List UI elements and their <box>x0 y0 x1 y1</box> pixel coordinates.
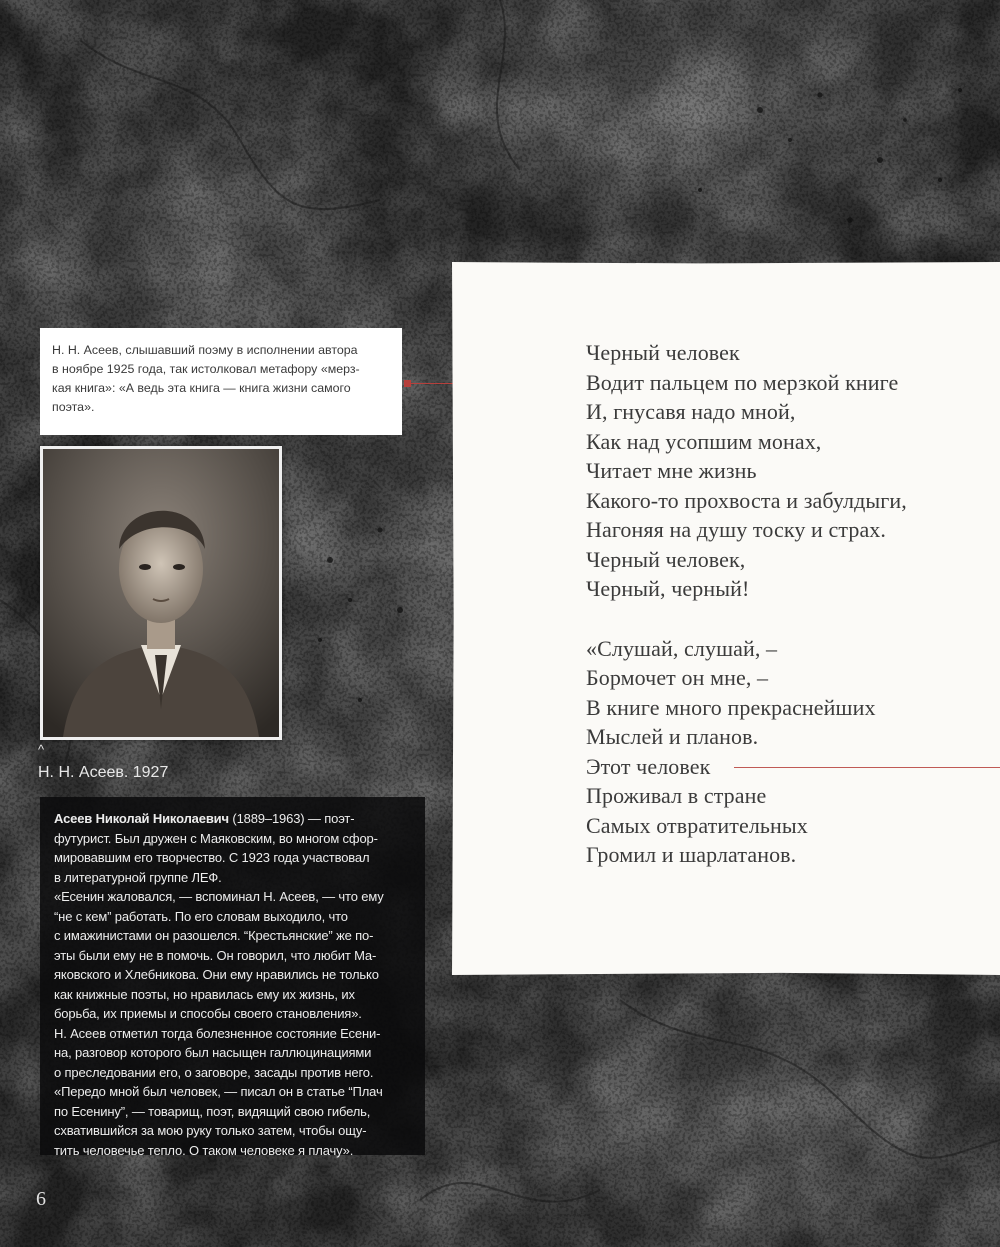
poem-line: Как над усопшим монах, <box>586 428 822 454</box>
bio-text-line: в литературной группе ЛЕФ. <box>54 869 222 885</box>
bio-text-line: схватившийся за мою руку только затем, чтобы ощу- <box>54 1123 367 1138</box>
poem-line: И, гнусавя надо мной, <box>586 399 796 424</box>
poem-line: Самых отвратительных <box>586 812 808 838</box>
asseev-quote-caption <box>40 328 402 435</box>
bio-text-line: «Передо мной был человек, — писал он в статье “Плач <box>54 1084 383 1099</box>
bio-text-line: на, разговор которого был насыщен галлюцинациями <box>54 1045 372 1060</box>
poem-line: Этот человек <box>586 753 711 779</box>
poem-line: Черный человек <box>586 340 740 365</box>
bio-text-line: Н. Асеев отметил тогда болезненное состояние Есени- <box>54 1025 381 1041</box>
bio-text-line: по Есенину”, — товарищ, поэт, видящий свою гибель, <box>54 1103 371 1119</box>
bio-text-line: как книжные поэты, но нравилась ему их жизнь, их <box>54 986 355 1002</box>
bio-text-line: борьба, их приемы и способы своего становления». <box>54 1006 362 1021</box>
asseev-portrait-photo <box>40 446 282 740</box>
poem-line: Громил и шарлатанов. <box>586 842 797 867</box>
poem-line: Проживал в стране <box>586 783 767 808</box>
bio-text-line: футурист. Был дружен с Маяковским, во многом сфор- <box>54 830 378 846</box>
caption-connector-dot <box>404 380 411 387</box>
portrait-caption: Н. Н. Асеев. 1927 <box>38 764 169 781</box>
bio-first-line <box>54 809 412 829</box>
poem-line: Бормочет он мне, – <box>586 665 769 690</box>
bio-text-line: с имажинистами он разошелся. “Крестьянские” же по- <box>54 928 374 943</box>
poem-line: Какого-то прохвоста и забулдыги, <box>586 487 907 513</box>
bio-text-line: тить человечье тепло. О таком человеке я плачу». <box>54 1142 354 1158</box>
poem-line: В книге много прекраснейших <box>586 694 876 720</box>
poem-line: Водит пальцем по мерзкой книге <box>586 369 899 395</box>
bio-text-line: «Есенин жаловался, — вспоминал Н. Асеев, — что ему <box>54 889 384 904</box>
poem-pointer-line <box>734 767 1000 768</box>
caption-line: поэта». <box>52 400 95 414</box>
poem-line: Читает мне жизнь <box>586 458 757 483</box>
bio-text-line: “не с кем” работать. По его словам выходило, что <box>54 908 348 924</box>
caret-pointer: ^ <box>38 742 45 757</box>
caption-connector-line <box>408 383 458 384</box>
poem-line: Нагоняя на душу тоску и страх. <box>586 517 887 542</box>
page-number: 6 <box>36 1188 46 1210</box>
poem-line: Мыслей и планов. <box>586 724 759 749</box>
asseev-biography-panel <box>40 797 425 1158</box>
poem-black-man-excerpt <box>586 338 907 870</box>
stanza-break <box>586 604 907 634</box>
caption-line: в ноябре 1925 года, так истолковал метафору «мерз- <box>52 362 360 376</box>
poem-line: «Слушай, слушай, – <box>586 635 778 661</box>
bio-text-line: эты были ему не в помочь. Он говорил, что любит Ма- <box>54 947 377 963</box>
caption-line: кая книга»: «А ведь эта книга — книга жизни самого <box>52 381 351 395</box>
portrait-image <box>43 449 279 737</box>
bio-text-line: о преследовании его, о заговоре, засады против него. <box>54 1064 374 1080</box>
poem-line: Черный человек, <box>586 546 746 572</box>
bio-name: Асеев Николай Николаевич <box>54 811 229 826</box>
bio-text-line: яковского и Хлебникова. Они ему нравились не только <box>54 967 379 982</box>
caption-line: Н. Н. Асеев, слышавший поэму в исполнении автора <box>52 343 358 357</box>
bio-text-line: (1889–1963) — поэт- <box>228 811 355 826</box>
bio-text-line: мировавшим его творчество. С 1923 года участвовал <box>54 850 370 865</box>
poem-line: Черный, черный! <box>586 576 750 601</box>
